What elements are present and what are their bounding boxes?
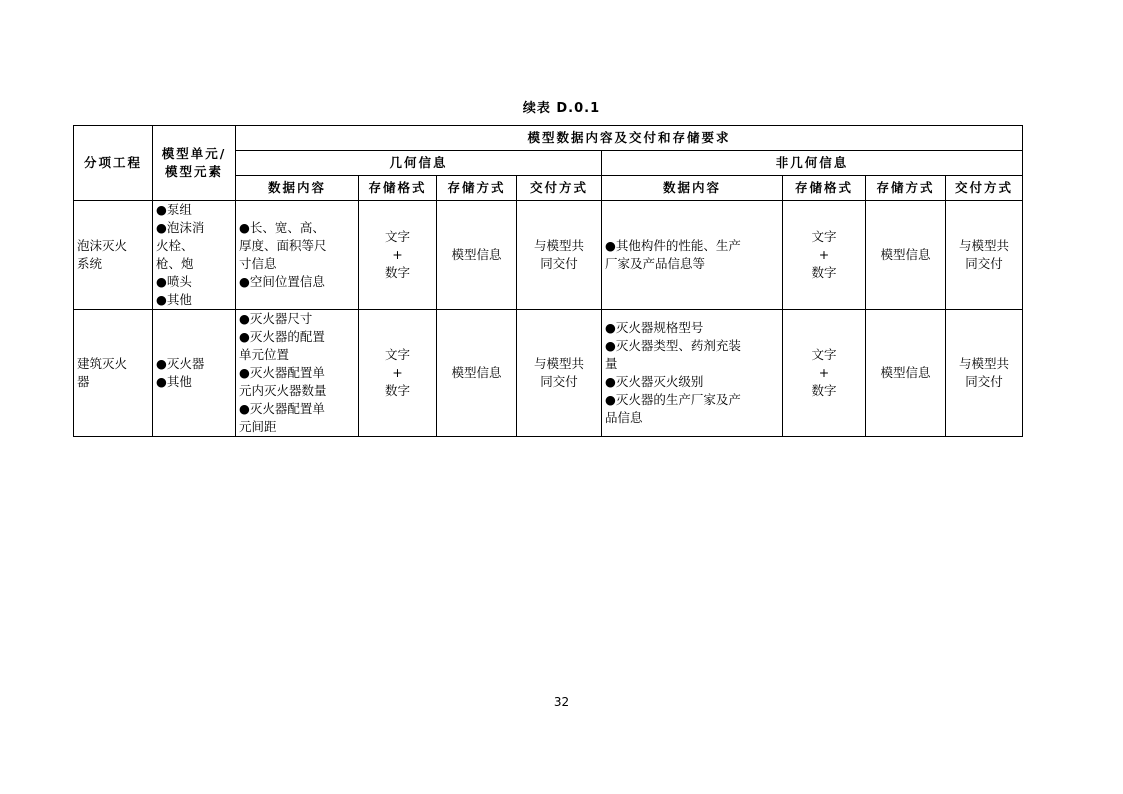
header-nongeo-delivery: 交付方式	[946, 176, 1023, 201]
cell-text-line: ●灭火器尺寸	[239, 311, 313, 326]
cell-project	[74, 310, 153, 437]
cell-text-line: 数字	[384, 383, 410, 398]
cell-text-line: ●长、宽、高、	[239, 220, 325, 235]
cell-geo-content	[236, 310, 359, 437]
cell-text-line: 同交付	[965, 374, 1003, 389]
cell-nongeo-content	[602, 201, 783, 310]
cell-geo-storage: 模型信息	[437, 201, 517, 310]
cell-text-line: 数字	[811, 265, 837, 280]
cell-text-line: +	[818, 247, 830, 262]
cell-text-line: 厂家及产品信息等	[605, 256, 706, 271]
cell-geo-format	[359, 310, 437, 437]
cell-nongeo-storage: 模型信息	[866, 201, 946, 310]
cell-text-line: ●灭火器	[156, 356, 205, 371]
cell-text-line: 同交付	[540, 374, 578, 389]
cell-text-line: ●其他构件的性能、生产	[605, 238, 741, 253]
header-group-geometric: 几何信息	[236, 151, 602, 176]
header-geo-storage: 存储方式	[437, 176, 517, 201]
cell-text-line: 寸信息	[239, 256, 277, 271]
header-group-nongeometric: 非几何信息	[602, 151, 1023, 176]
cell-text-line: 数字	[384, 265, 410, 280]
cell-text-line: 器	[77, 374, 90, 389]
cell-text-line: 元间距	[239, 419, 277, 434]
cell-nongeo-delivery	[946, 201, 1023, 310]
cell-text-line: 与模型共	[959, 356, 1010, 371]
cell-text-line: 单元位置	[239, 347, 290, 362]
cell-text-line: ●泡沫消	[156, 220, 205, 235]
cell-text-line: 与模型共	[533, 356, 584, 371]
table-body	[74, 201, 1023, 437]
header-geo-content: 数据内容	[236, 176, 359, 201]
cell-elements	[153, 310, 236, 437]
cell-text-line: ●灭火器配置单	[239, 401, 325, 416]
cell-geo-content	[236, 201, 359, 310]
cell-text-line: ●喷头	[156, 274, 192, 289]
header-group-main: 模型数据内容及交付和存储要求	[236, 126, 1023, 151]
cell-text-line: +	[392, 365, 403, 380]
cell-text-line: ●灭火器的配置	[239, 329, 325, 344]
header-geo-format: 存储格式	[359, 176, 437, 201]
header-project: 分项工程	[74, 126, 153, 201]
cell-text-line: ●空间位置信息	[239, 274, 325, 289]
cell-text-line: 文字	[811, 229, 837, 244]
cell-text-line: 同交付	[540, 256, 578, 271]
cell-text-line: 同交付	[965, 256, 1003, 271]
table-row	[74, 310, 1023, 437]
cell-nongeo-format	[783, 310, 866, 437]
cell-text-line: ●灭火器规格型号	[605, 320, 704, 335]
cell-text-line: ●灭火器的生产厂家及产	[605, 392, 741, 407]
cell-text-line: 与模型共	[533, 238, 584, 253]
cell-text-line: ●灭火器类型、药剂充装	[605, 338, 741, 353]
cell-text-line: 厚度、面积等尺	[239, 238, 327, 253]
cell-text-line: +	[392, 247, 403, 262]
cell-text-line: 品信息	[605, 410, 643, 425]
cell-text-line: 建筑灭火	[77, 356, 128, 371]
cell-text-line: 与模型共	[959, 238, 1010, 253]
cell-text-line: +	[818, 365, 830, 380]
cell-geo-storage: 模型信息	[437, 310, 517, 437]
cell-elements	[153, 201, 236, 310]
model-data-table	[73, 125, 1023, 437]
cell-text-line: 枪、炮	[156, 256, 194, 271]
page-number: 32	[553, 695, 570, 709]
cell-text-line: 泡沫灭火	[77, 238, 128, 253]
cell-text-line: 元内灭火器数量	[239, 383, 327, 398]
table-caption: 续表 D.0.1	[522, 101, 601, 116]
cell-geo-format	[359, 201, 437, 310]
header-nongeo-content: 数据内容	[602, 176, 783, 201]
cell-text-line: 文字	[384, 229, 410, 244]
cell-text-line: 文字	[384, 347, 410, 362]
cell-nongeo-format	[783, 201, 866, 310]
cell-text-line: ●泵组	[156, 202, 192, 217]
cell-text-line: 火栓、	[156, 238, 194, 253]
cell-text-line: ●其他	[156, 292, 192, 307]
cell-text-line: 量	[605, 356, 618, 371]
cell-text-line: 数字	[811, 383, 837, 398]
cell-text-line: ●灭火器灭火级别	[605, 374, 704, 389]
cell-project	[74, 201, 153, 310]
cell-nongeo-storage: 模型信息	[866, 310, 946, 437]
cell-nongeo-content	[602, 310, 783, 437]
cell-geo-delivery	[517, 310, 602, 437]
header-model-unit-line: 模型单元/	[161, 146, 227, 161]
cell-text-line: 系统	[77, 256, 103, 271]
cell-nongeo-delivery	[946, 310, 1023, 437]
cell-text-line: 文字	[811, 347, 837, 362]
cell-text-line: ●其他	[156, 374, 192, 389]
cell-text-line: ●灭火器配置单	[239, 365, 325, 380]
cell-geo-delivery	[517, 201, 602, 310]
header-model-unit-line: 模型元素	[164, 164, 223, 179]
header-nongeo-format: 存储格式	[783, 176, 866, 201]
table-row	[74, 201, 1023, 310]
header-geo-delivery: 交付方式	[517, 176, 602, 201]
header-model-unit	[153, 126, 236, 201]
header-nongeo-storage: 存储方式	[866, 176, 946, 201]
